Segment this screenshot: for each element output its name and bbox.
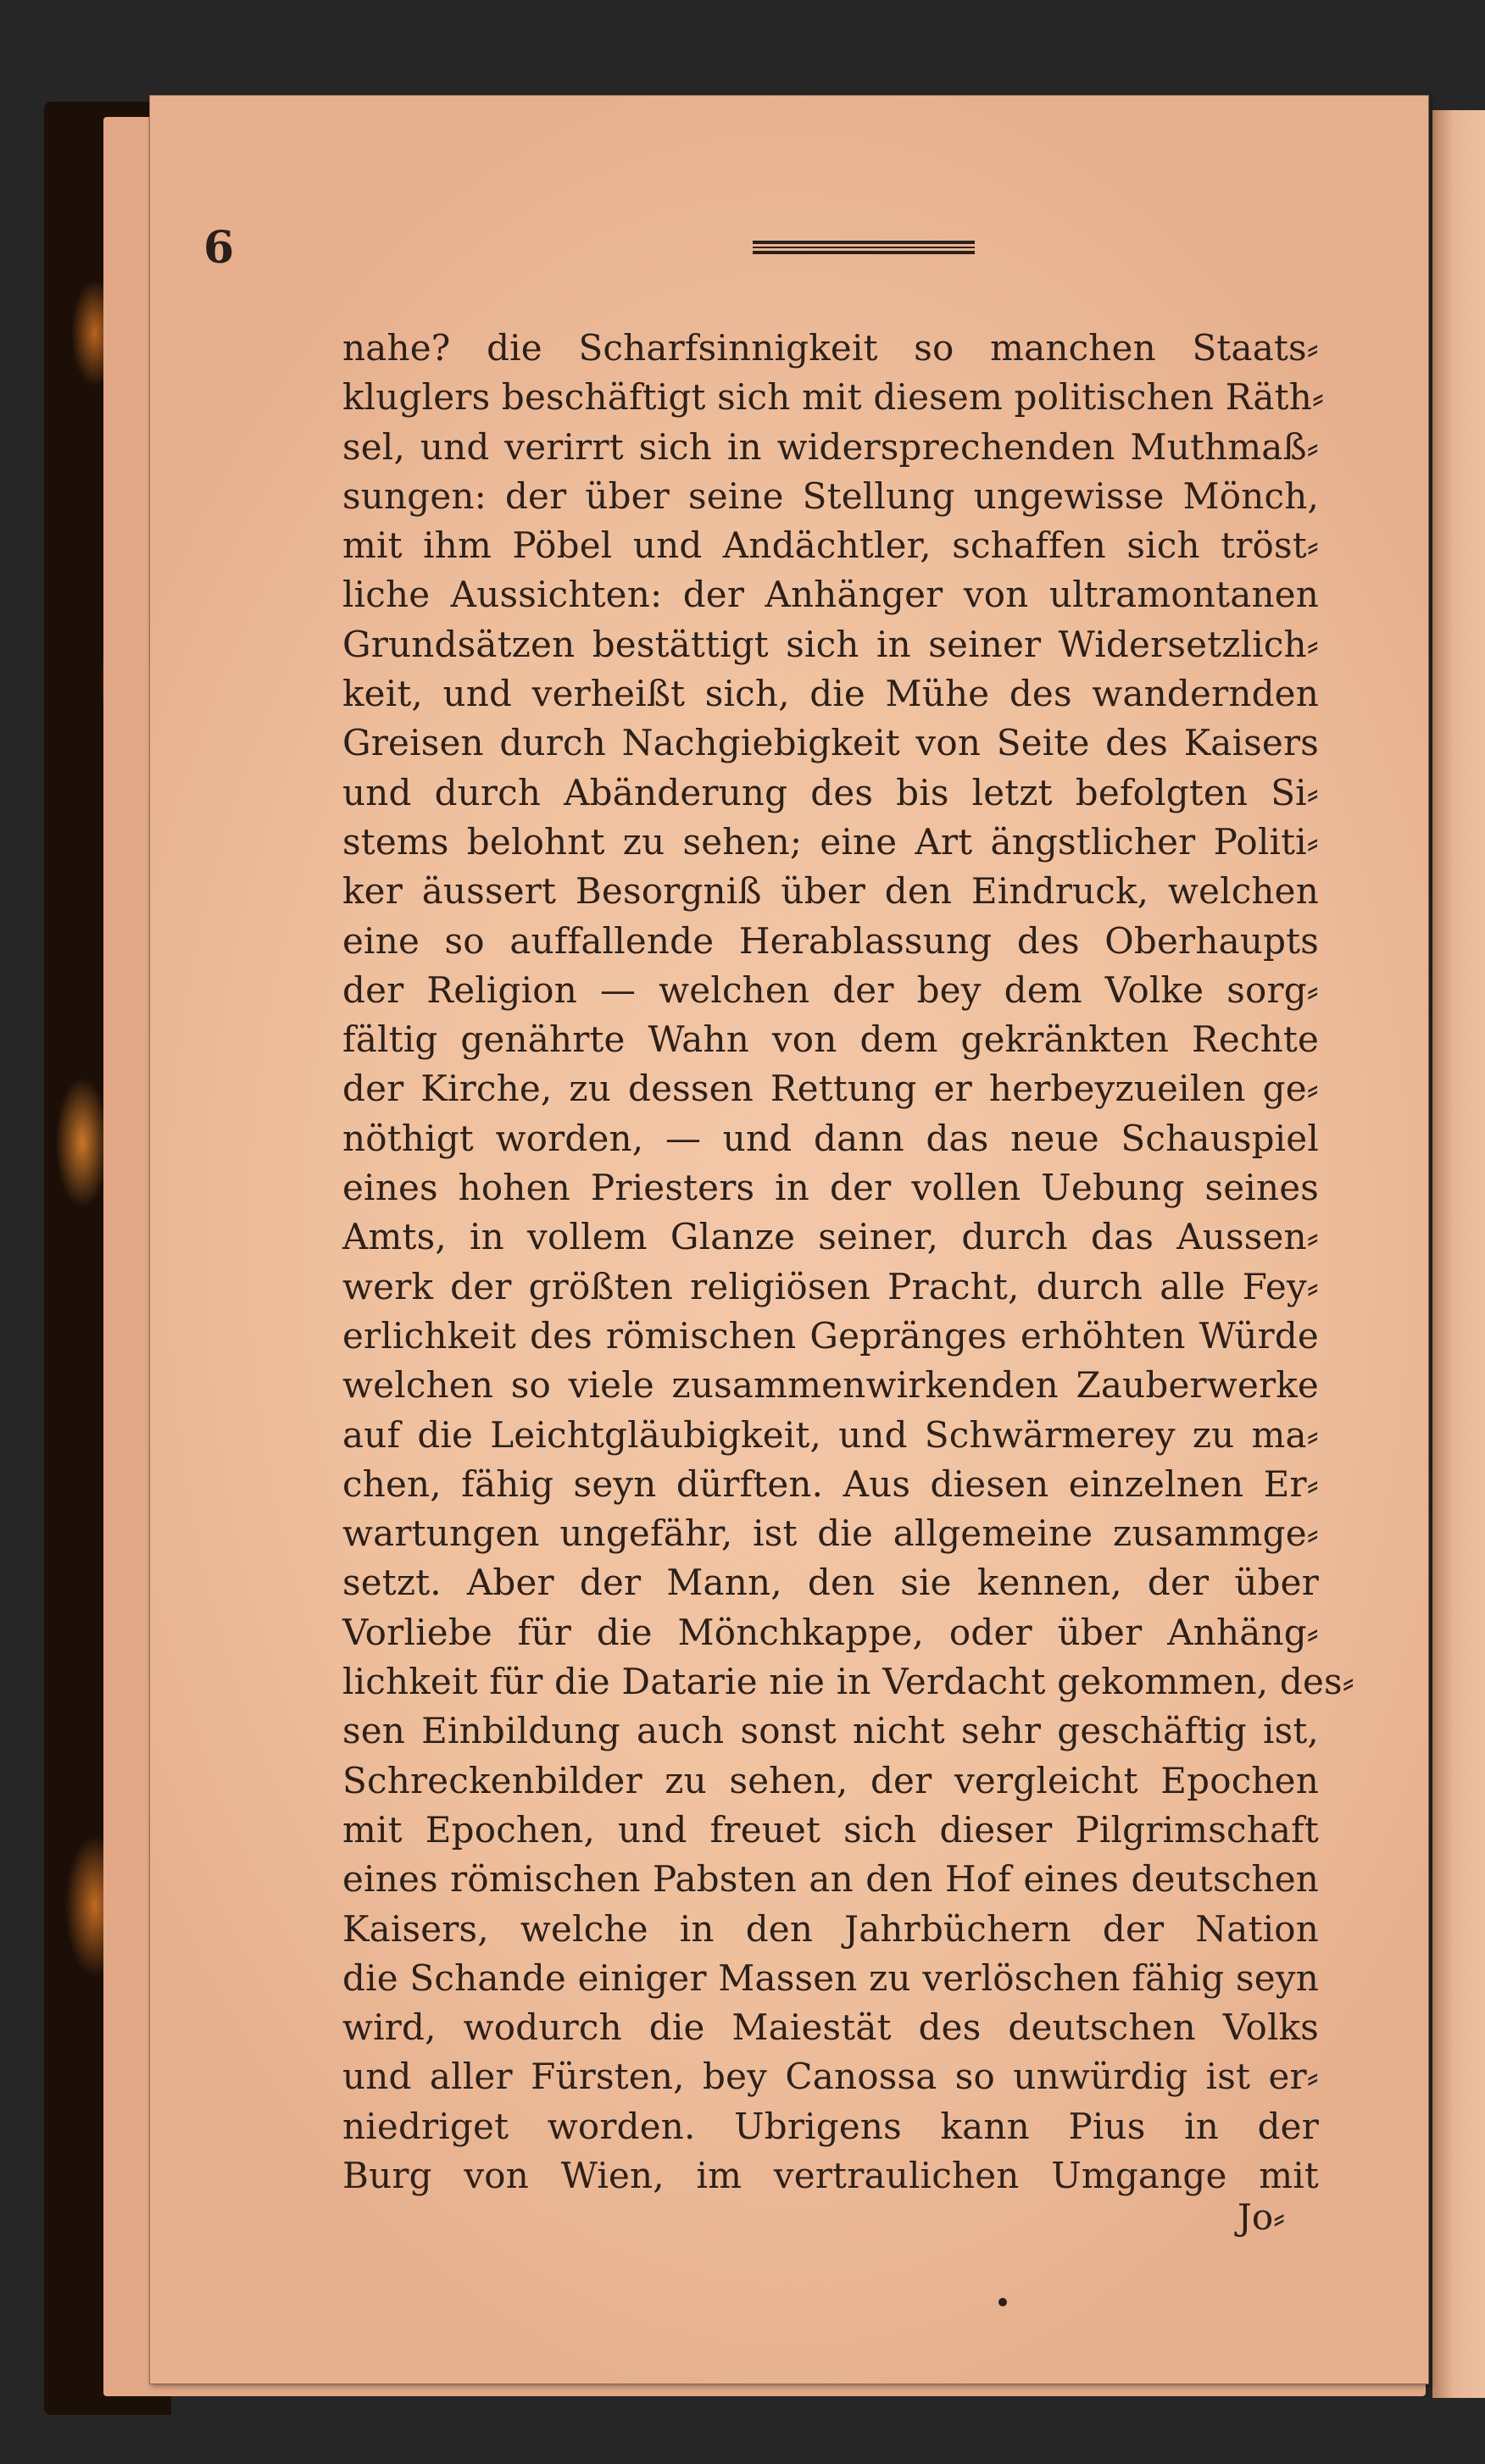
text-line: mit ihm Pöbel und Andächtler, schaffen sich tröst⸗: [342, 524, 1319, 567]
text-line: und durch Abänderung des bis letzt befolgten Si⸗: [342, 771, 1319, 813]
text-line: sen Einbildung auch sonst nicht sehr geschäftig ist,: [342, 1710, 1319, 1752]
text-line: chen, fähig seyn dürften. Aus diesen einzelnen Er⸗: [342, 1462, 1319, 1505]
page-number: 6: [203, 222, 235, 274]
text-line: ker äussert Besorgniß über den Eindruck, welchen: [342, 870, 1319, 913]
text-line: der Kirche, zu dessen Rettung er herbeyzueilen ge⸗: [342, 1068, 1319, 1110]
text-line: setzt. Aber der Mann, den sie kennen, der über: [342, 1562, 1319, 1604]
text-line: welchen so viele zusammenwirkenden Zauberwerke: [342, 1364, 1319, 1407]
text-line: Vorliebe für die Mönchkappe, oder über Anhäng⸗: [342, 1611, 1319, 1653]
text-line: Kaisers, welche in den Jahrbüchern der Nation: [342, 1907, 1319, 1950]
header-rule: [753, 241, 975, 254]
ink-spot: [998, 2298, 1007, 2306]
text-line: eines hohen Priesters in der vollen Uebung seines: [342, 1167, 1319, 1209]
text-line: eine so auffallende Herablassung des Oberhaupts: [342, 919, 1319, 962]
text-line: Burg von Wien, im vertraulichen Umgange mit: [342, 2154, 1319, 2196]
text-line: und aller Fürsten, bey Canossa so unwürdig ist er⸗: [342, 2056, 1319, 2098]
catchword: Jo⸗: [1238, 2196, 1286, 2238]
body-text: [342, 324, 1354, 2200]
text-line: stems belohnt zu sehen; eine Art ängstlicher Politi⸗: [342, 820, 1319, 863]
text-line: die Schande einiger Massen zu verlöschen fähig seyn: [342, 1956, 1319, 1999]
text-line: auf die Leichtgläubigkeit, und Schwärmerey zu ma⸗: [342, 1413, 1319, 1456]
text-line: lichkeit für die Datarie nie in Verdacht gekommen, des⸗: [342, 1661, 1354, 1703]
text-line: wird, wodurch die Maiestät des deutschen Volks: [342, 2006, 1319, 2049]
text-line: fältig genährte Wahn von dem gekränkten Rechte: [342, 1018, 1319, 1061]
text-line: erlichkeit des römischen Gepränges erhöhten Würde: [342, 1314, 1319, 1357]
text-line: liche Aussichten: der Anhänger von ultramontanen: [342, 574, 1319, 616]
text-line: Grundsätzen bestättigt sich in seiner Widersetzlich⸗: [342, 623, 1319, 665]
text-line: wartungen ungefähr, ist die allgemeine zusammge⸗: [342, 1512, 1319, 1555]
text-line: Greisen durch Nachgiebigkeit von Seite des Kaisers: [342, 722, 1319, 764]
text-line: nöthigt worden, — und dann das neue Schauspiel: [342, 1117, 1319, 1159]
text-line: eines römischen Pabsten an den Hof eines deutschen: [342, 1858, 1319, 1901]
text-line: Amts, in vollem Glanze seiner, durch das Aussen⸗: [342, 1216, 1319, 1258]
text-line: der Religion — welchen der bey dem Volke sorg⸗: [342, 968, 1319, 1011]
text-line: keit, und verheißt sich, die Mühe des wandernden: [342, 673, 1319, 715]
text-line: mit Epochen, und freuet sich dieser Pilgrimschaft: [342, 1808, 1319, 1851]
text-line: nahe? die Scharfsinnigkeit so manchen Staats⸗: [342, 327, 1319, 369]
text-line: sel, und verirrt sich in widersprechenden Muthmaß⸗: [342, 425, 1319, 468]
facing-page-edge: [1432, 110, 1485, 2398]
text-line: kluglers beschäftigt sich mit diesem politischen Räth⸗: [342, 376, 1325, 419]
text-line: Schreckenbilder zu sehen, der vergleicht Epochen: [342, 1759, 1319, 1801]
text-line: sungen: der über seine Stellung ungewisse Mönch,: [342, 474, 1319, 517]
text-line: niedriget worden. Ubrigens kann Pius in der: [342, 2105, 1319, 2147]
text-line: werk der größten religiösen Pracht, durch alle Fey⸗: [342, 1265, 1319, 1307]
